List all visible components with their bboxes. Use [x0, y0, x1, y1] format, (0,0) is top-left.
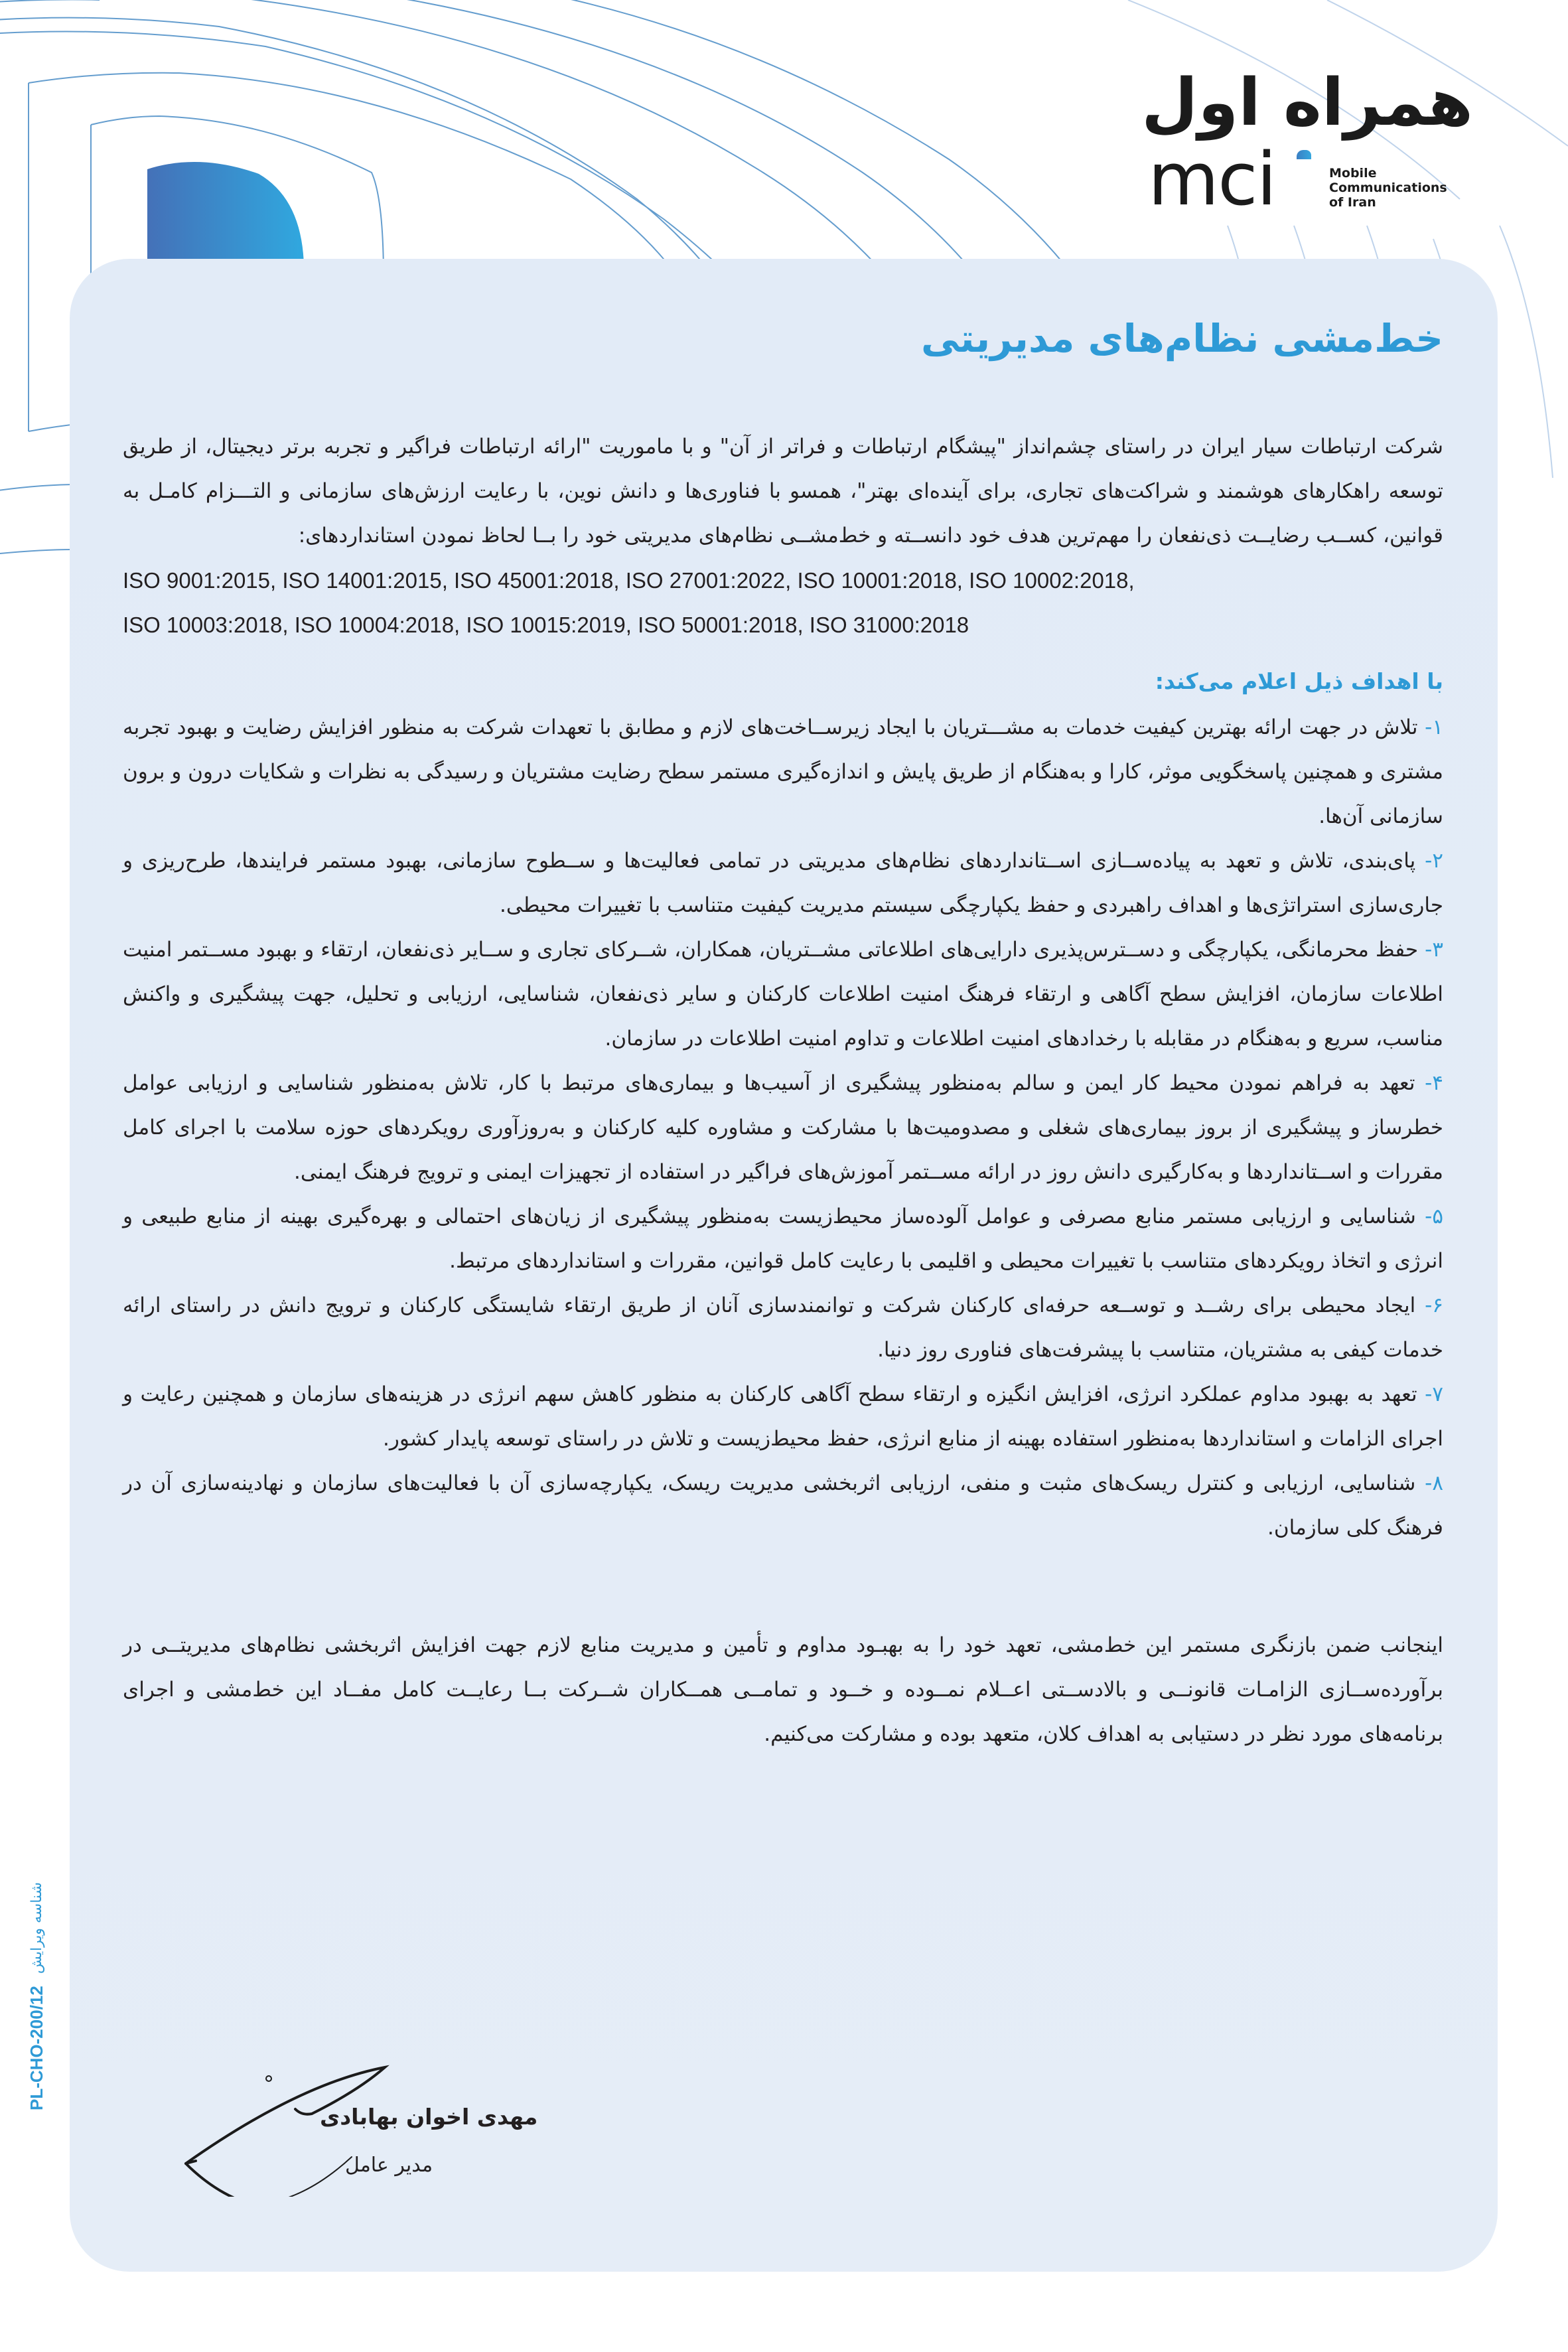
goal-item	[123, 1372, 1443, 1461]
goal-item	[123, 1195, 1443, 1284]
goal-text: حفظ محرمانگی، یکپارچگی و دســترس‌پذیری دارایی‌های اطلاعاتی مشــتریان، همکاران، شــرکای تجاری و ســایر ذی‌نفعان، ارتقاء و بهبود مســتمر امنیت اطلاعات سازمان، افزایش سطح آگاهی و ارتقاء فرهنگ امنیت اطلاعات کارکنان و سایر ذی‌نفعان، شناسایی، ارزیابی و تحلیل، جهت پیشگیری و واکنش مناسب، سریع و به‌هنگام در مقابله با رخدادهای امنیت اطلاعات و تداوم امنیت اطلاعات در سازمان.	[123, 938, 1443, 1051]
logo-persian-wordmark: همراه اول	[1141, 65, 1473, 141]
goal-item	[123, 1061, 1443, 1195]
logo-english-line: Mobile	[1329, 166, 1377, 181]
goal-number: ۶-	[1425, 1293, 1443, 1317]
signatory-role: مدیر عامل	[345, 2154, 433, 2177]
goal-item	[123, 928, 1443, 1061]
page-title: خط‌مشی نظام‌های مدیریتی	[920, 316, 1443, 361]
goal-number: ۴-	[1425, 1071, 1444, 1095]
logo-english-line: Communications	[1329, 181, 1447, 195]
goal-item	[123, 839, 1443, 928]
standards-line: ISO 9001:2015, ISO 14001:2015, ISO 45001:2018, ISO 27001:2022, ISO 10001:2018, ISO 10002:2018,	[123, 568, 1135, 593]
goal-item	[123, 1284, 1443, 1372]
goal-number: ۱-	[1425, 715, 1443, 739]
goal-text: تعهد به فراهم نمودن محیط کار ایمن و سالم به‌منظور پیشگیری از آسیب‌ها و بیماری‌های مرتبط با کار، تلاش به‌منظور شناسایی و ارزیابی عوامل خطرساز و پیشگیری از بروز بیماری‌های شغلی و مصدومیت‌ها با مشارکت و مشاوره کلیه کارکنان و به‌روزآوری رویکردهای حوزه سلامت با اجرای کامل مقررات و اســتانداردها و به‌کارگیری دانش روز در ارائه مســتمر آموزش‌های فراگیر در استفاده از تجهیزات ایمنی و ترویج فرهنگ ایمنی.	[123, 1071, 1443, 1184]
goal-number: ۸-	[1425, 1471, 1443, 1495]
signatory-name: مهدی اخوان بهابادی	[320, 2104, 538, 2130]
document-code-label: شناسه ویرایش	[29, 1881, 45, 1974]
logo-english-line: of Iran	[1329, 195, 1376, 210]
goal-text: پای‌بندی، تلاش و تعهد به پیاده‌ســازی اســتانداردهای نظام‌های مدیریتی در تمامی فعالیت‌ها و ســطوح سازمانی، بهبود مستمر فرایندها، طرح‌ریزی و جاری‌سازی استراتژی‌ها و اهداف راهبردی و حفظ یکپارچگی سیستم مدیریت کیفیت متناسب با تغییرات محیطی.	[123, 849, 1443, 917]
goal-text: تلاش در جهت ارائه بهترین کیفیت خدمات به مشـــتریان با ایجاد زیرســاخت‌های لازم و مطابق با تعهدات شرکت به منظور افزایش رضایت و بهبود تجربه مشتری و همچنین پاسخگویی موثر، کارا و به‌هنگام از طریق پایش و اندازه‌گیری مستمر سطح رضایت مشتریان و رسیدگی به نظرات و شکایات درون و برون سازمانی آن‌ها.	[123, 715, 1443, 828]
goal-number: ۳-	[1425, 938, 1443, 962]
intro-paragraph: شرکت ارتباطات سیار ایران در راستای چشم‌انداز "پیشگام ارتباطات و فراتر از آن" و با ماموریت "ارائه ارتباطات فراگیر و تجربه برتر دیجیتال، از طریق توسعه راهکارهای هوشمند و شراکت‌های تجاری، برای آینده‌ای بهتر"، همسو با فناوری‌ها و دانش نوین، با رعایت ارزش‌های سازمانی و التـــزام کامـل به قوانین، کســب رضایــت ذی‌نفعان را مهم‌ترین هدف خود دانســته و خط‌مشــی نظام‌های مدیریتی خود را بــا لحاظ نمودن استانداردهای:	[123, 435, 1443, 548]
goal-item	[123, 705, 1443, 839]
goal-text: تعهد به بهبود مداوم عملکرد انرژی، افزایش انگیزه و ارتقاء سطح آگاهی کارکنان به منظور کاهش سهم انرژی در هزینه‌های سازمان و همچنین رعایت و اجرای الزامات و استانداردها به‌منظور استفاده بهینه از منابع انرژی، حفظ محیط‌زیست و تلاش در راستای توسعه پایدار کشور.	[123, 1382, 1443, 1451]
policy-content	[123, 312, 1443, 1757]
goal-item	[123, 1461, 1443, 1550]
goal-text: شناسایی، ارزیابی و کنترل ریسک‌های مثبت و منفی، ارزیابی اثربخشی مدیریت ریسک، یکپارچه‌سازی آن با فعالیت‌های سازمان و نهادینه‌سازی آن در فرهنگ کلی سازمان.	[123, 1471, 1443, 1540]
goal-number: ۲-	[1425, 849, 1444, 873]
handwritten-signature	[179, 2064, 551, 2197]
logo-english-name	[1329, 166, 1447, 210]
logo-mci-wordmark: mci	[1148, 137, 1276, 222]
goal-number: ۵-	[1425, 1205, 1443, 1228]
document-id-vertical	[27, 1882, 47, 2110]
goal-text: ایجاد محیطی برای رشــد و توســعه حرفه‌ای کارکنان شرکت و توانمندسازی آنان از طریق ارتقاء شایستگی کارکنان و ترویج دانش در راستای ارائه خدمات کیفی به مشتریان، متناسب با پیشرفت‌های فناوری روز دنیا.	[123, 1293, 1443, 1362]
standards-line: ISO 10003:2018, ISO 10004:2018, ISO 10015:2019, ISO 50001:2018, ISO 31000:2018	[123, 613, 969, 637]
logo-accent-mark	[1297, 150, 1311, 159]
document-code: PL-CHO-200/12	[27, 1986, 46, 2110]
mci-logo	[1141, 65, 1473, 222]
goals-heading: با اهداف ذیل اعلام می‌کند:	[1155, 668, 1443, 694]
closing-paragraph: اینجانب ضمن بازنگری مستمر این خط‌مشی، تعهد خود را به بهبـود مداوم و تأمین و مدیریت منابع لازم جهت افزایش اثربخشی نظام‌های مدیریتــی در برآورده‌ســازی الزامـات قانونــی و بالادســتی اعــلام نمــوده و خــود و تمامــی همــکاران شــرکت بــا رعایــت کامل مفــاد این خط‌مشی و اجرای برنامه‌های مورد نظر در دستیابی به اهداف کلان، متعهد بوده و مشارکت می‌کنیم.	[123, 1633, 1443, 1746]
goal-number: ۷-	[1425, 1382, 1444, 1406]
goal-text: شناسایی و ارزیابی مستمر منابع مصرفی و عوامل آلوده‌ساز محیط‌زیست به‌منظور پیشگیری از زیان‌های احتمالی و بهره‌گیری بهینه از منابع طبیعی و انرژی و اتخاذ رویکردهای متناسب با تغییرات محیطی و اقلیمی با رعایت کامل قوانین، مقررات و استانداردهای مرتبط.	[123, 1205, 1443, 1273]
